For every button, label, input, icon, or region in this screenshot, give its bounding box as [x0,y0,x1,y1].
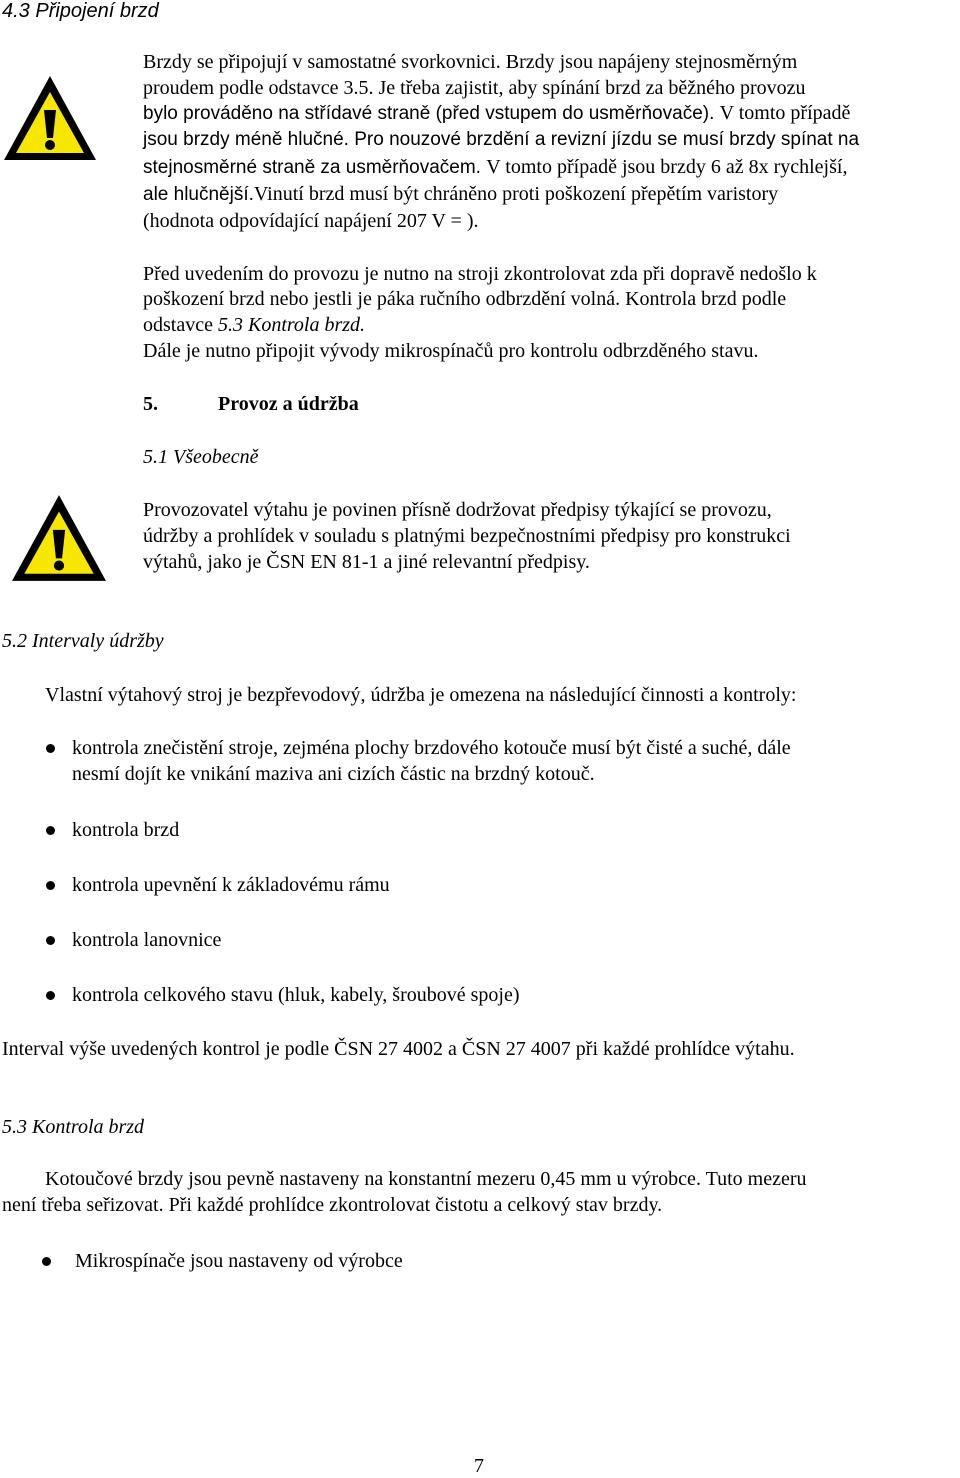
commissioning-line-4: Dále je nutno připojit vývody mikrospínačů pro kontrolu odbrzděného stavu. [143,340,759,362]
brake-connection-line-3 [143,102,850,125]
section-heading-5-2: 5.2 Intervaly údržby [2,630,164,652]
section-heading-5-3: 5.3 Kontrola brzd [2,1116,145,1138]
interval-note: Interval výše uvedených kontrol je podle ČSN 27 4002 a ČSN 27 4007 při každé prohlídce výtahu. [2,1038,795,1060]
warning-icon [2,74,98,162]
commissioning-line-3 [143,314,365,337]
bullet-icon [46,936,55,945]
brake-connection-line-4 [143,129,859,151]
general-line-3: výtahů, jako je ČSN EN 81-1 a jiné relevantní předpisy. [143,551,590,573]
general-line-1: Provozovatel výtahu je povinen přísně dodržovat předpisy týkající se provozu, [143,499,772,521]
text-segment: odstavce [143,314,213,336]
section-heading-4-3: 4.3 Připojení brzd [2,0,159,22]
microswitch-note: Mikrospínače jsou nastaveny od výrobce [75,1250,403,1272]
brake-connection-line-2: proudem podle odstavce 3.5. Je třeba zajistit, aby spínání brzd za běžného provozu [143,77,806,99]
brake-check-line-2: není třeba seřizovat. Při každé prohlídce zkontrolovat čistotu a celkový stav brzdy. [2,1194,663,1216]
bullet-icon [46,991,55,1000]
warning-icon [10,493,108,583]
check-item-5: kontrola celkového stavu (hluk, kabely, šroubové spoje) [72,984,520,1006]
brake-check-line-1: Kotoučové brzdy jsou pevně nastaveny na konstantní mezeru 0,45 mm u výrobce. Tuto mezeru [45,1168,807,1190]
text-segment: stejnosměrné straně za usměrňovačem. [143,157,481,178]
maintenance-intro: Vlastní výtahový stroj je bezpřevodový, údržba je omezena na následující činnosti a kontroly: [45,684,797,706]
text-segment: Vinutí brzd musí být chráněno proti poškození přepětím varistory [253,183,779,205]
check-item-1-line-2: nesmí dojít ke vnikání maziva ani cizích částic na brzdný kotouč. [72,763,595,785]
commissioning-line-2: poškození brzd nebo jestli je páka ručního odbrzdění volná. Kontrola brzd podle [143,288,787,310]
text-segment: V tomto případě jsou brzdy 6 až 8x rychlejší, [486,156,848,178]
text-segment: bylo prováděno na střídavé straně (před vstupem do usměrňovače). [143,103,715,124]
brake-connection-line-5 [143,156,847,179]
bullet-icon [46,826,55,835]
text-segment: Pro nouzové brzdění a revizní jízdu se musí brzdy spínat na [354,129,860,150]
check-item-1-line-1: kontrola znečistění stroje, zejména plochy brzdového kotouče musí být čisté a suché, dále [72,737,791,759]
section-5-title: Provoz a údržba [218,393,359,415]
general-line-2: údržby a prohlídek v souladu s platnými bezpečnostními předpisy pro konstrukci [143,525,791,547]
text-segment: jsou brzdy méně hlučné. [143,129,349,150]
brake-connection-line-6 [143,183,778,206]
brake-connection-line-7: (hodnota odpovídající napájení 207 V = ). [143,210,479,232]
brake-connection-line-1: Brzdy se připojují v samostatné svorkovnici. Brzdy jsou napájeny stejnosměrným [143,51,798,73]
check-item-2: kontrola brzd [72,819,180,841]
check-item-4: kontrola lanovnice [72,929,222,951]
section-5-number: 5. [143,393,158,415]
text-segment: ale hlučnější. [143,184,254,205]
bullet-icon [46,744,55,753]
check-item-3: kontrola upevnění k základovému rámu [72,874,390,896]
text-segment: V tomto případě [719,102,851,124]
bullet-icon [46,881,55,890]
section-reference: 5.3 Kontrola brzd. [217,314,366,336]
bullet-icon [42,1257,51,1266]
commissioning-line-1: Před uvedením do provozu je nutno na stroji zkontrolovat zda při dopravě nedošlo k [143,263,817,285]
page-number: 7 [474,1455,484,1477]
section-heading-5-1: 5.1 Všeobecně [143,446,259,468]
